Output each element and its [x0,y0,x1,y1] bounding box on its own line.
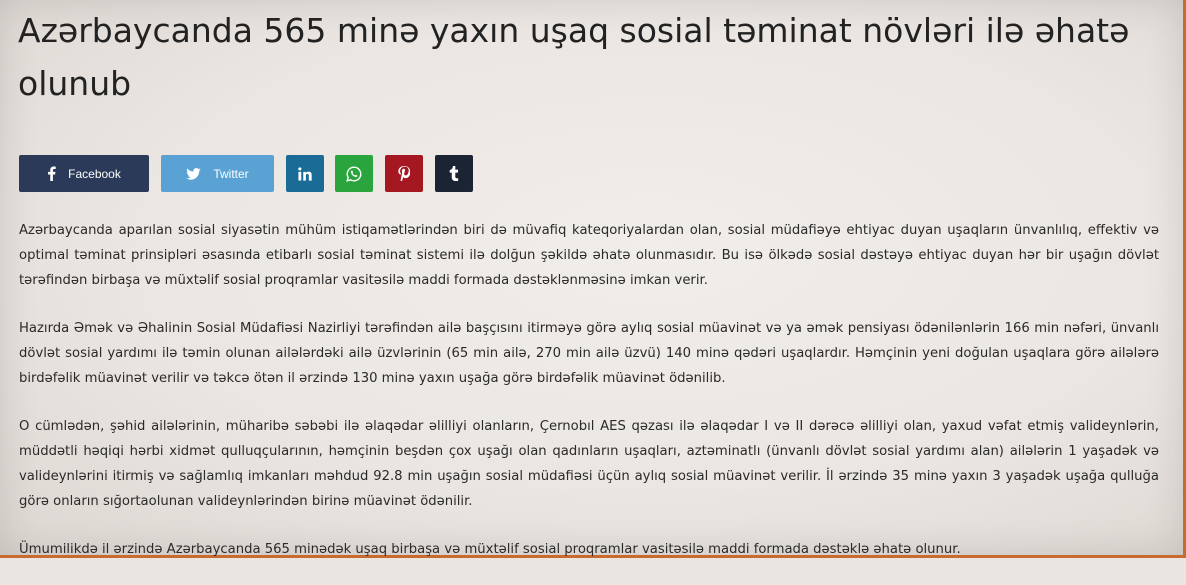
whatsapp-icon [346,166,362,182]
facebook-share-button[interactable] [19,155,149,192]
article-body [19,218,1159,585]
linkedin-share-button[interactable] [286,155,324,192]
article-paragraph: Azərbaycanda aparılan sosial siyasətin mühüm istiqamətlərindən biri də müvafiq kateqoriyalardan olan, sosial müdafiəyə ehtiyac duyan uşaqların ünvanlılıq, effektiv və optimal təminat prinsipləri əsasında etibarlı sosial təminat sistemi ilə dolğun şəkildə əhatə olunmasıdır. Bu isə ölkədə sosial dəstəyə ehtiyac duyan hər bir uşağın dövlət tərəfindən birbaşa və müxtəlif sosial proqramlar vasitəsilə maddi formada dəstəklənməsinə imkan verir. [19,223,1159,288]
article-title: Azərbaycanda 565 minə yaxın uşaq sosial təminat növləri ilə əhatə olunub [18,11,1130,103]
linkedin-icon [298,167,312,181]
facebook-share-label: Facebook [68,166,121,181]
pinterest-icon [398,166,410,181]
tumblr-icon [449,166,459,181]
article-paragraph: O cümlədən, şəhid ailələrinin, müharibə səbəbi ilə əlaqədar əlilliyi olanların, Çernobıl AES qəzası ilə əlaqədar I və II dərəcə əlilliyi olan, yaxud vəfat etmiş valideynlərin, müddətli həqiqi hərbi xidmət qulluqçularının, həmçinin beşdən çox uşağı olan qadınların uşaqları, aztəminatlı (ünvanlı dövlət sosial yardımı alan) ailələrin 1 yaşadək və valideynlərini itirmiş və sağlamlıq imkanları məhdud 92.8 min uşağın sosial müdafiəsi üçün aylıq sosial müavinət verilir. İl ərzində 35 minə yaxın 3 yaşadək uşağa qulluğa görə onların sığortaolunan valideynlərindən birinə müavinət ödənilir. [19,419,1159,509]
tumblr-share-button[interactable] [435,155,473,192]
pinterest-share-button[interactable] [385,155,423,192]
twitter-share-button[interactable] [161,155,274,192]
facebook-icon [47,166,56,181]
whatsapp-share-button[interactable] [335,155,373,192]
article-paragraph: Ümumilikdə il ərzində Azərbaycanda 565 minədək uşaq birbaşa və müxtəlif sosial proqramlar vasitəsilə maddi formada dəstəklə əhatə olunur. [19,542,961,557]
article-paragraph: Hazırda Əmək və Əhalinin Sosial Müdafiəsi Nazirliyi tərəfindən ailə başçısını itirməyə görə aylıq sosial müavinət və ya əmək pensiyası ödənilənlərin 166 min nəfəri, ünvanlı dövlət sosial yardımı ilə təmin olunan ailələrdəki ailə üzvlərinin (65 min ailə, 270 min ailə üzvü) 140 minə qədəri uşaqlardır. Həmçinin yeni doğulan uşaqlara görə ailələrə birdəfəlik müavinət verilir və təkcə ötən il ərzində 130 minə yaxın uşağa görə birdəfəlik müavinət ödənilib. [19,321,1159,386]
twitter-share-label: Twitter [213,166,249,181]
twitter-icon [186,168,201,180]
